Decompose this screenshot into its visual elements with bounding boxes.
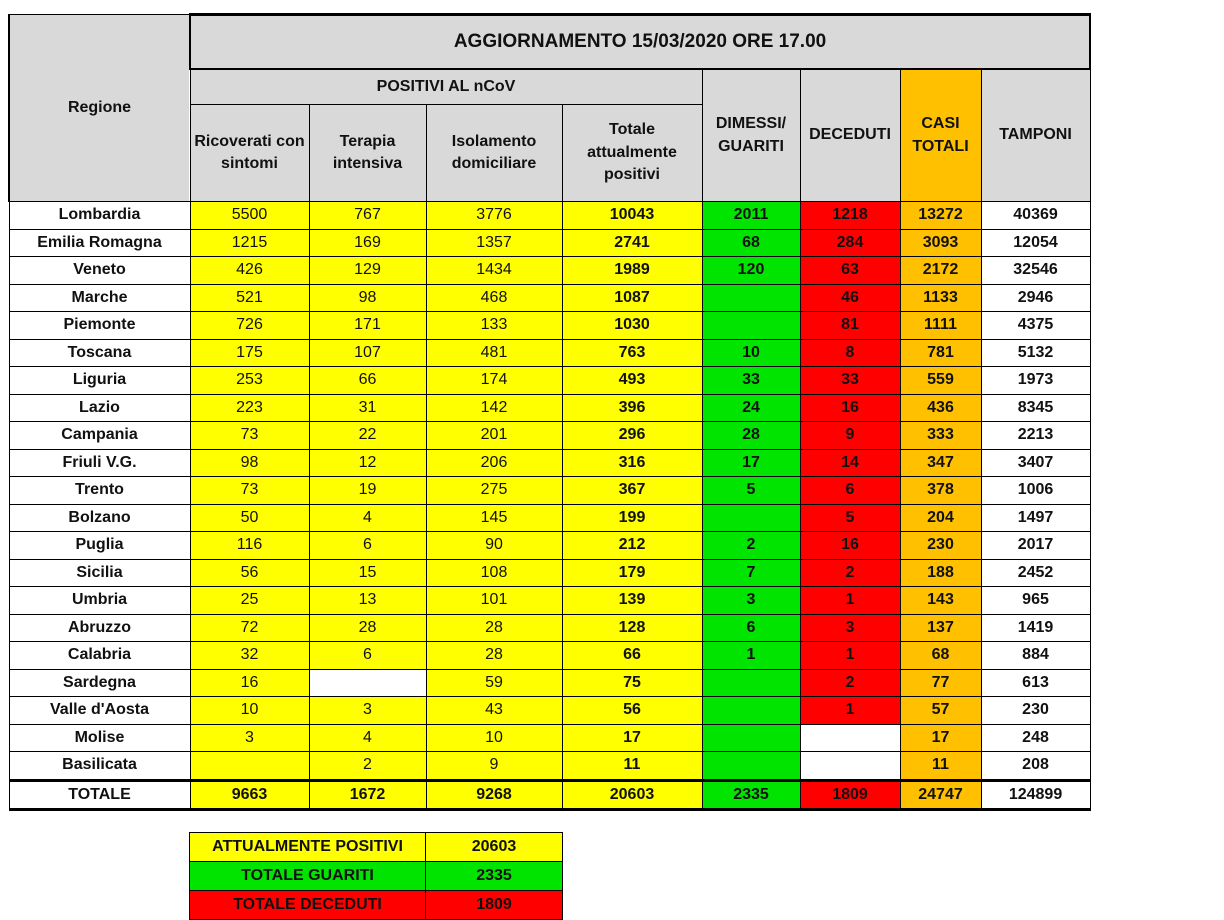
cell-ricoverati: 223	[190, 394, 309, 422]
cell-totale-positivi: 66	[562, 642, 702, 670]
cell-ricoverati: 56	[190, 559, 309, 587]
cell-ricoverati: 726	[190, 312, 309, 340]
summary-row-positivi	[190, 833, 563, 862]
cell-tamponi: 1497	[981, 504, 1090, 532]
cell-casi-totali: 347	[900, 449, 981, 477]
cell-isolamento: 201	[426, 422, 562, 450]
cell-terapia: 98	[309, 284, 426, 312]
cell-terapia: 169	[309, 229, 426, 257]
cell-regione: Toscana	[9, 339, 190, 367]
header-ricoverati: Ricoverati con sintomi	[190, 105, 309, 202]
cell-casi-totali: 77	[900, 669, 981, 697]
cell-deceduti: 16	[800, 394, 900, 422]
cell-casi-totali: 57	[900, 697, 981, 725]
cell-isolamento: 10	[426, 724, 562, 752]
cell-tamponi: 4375	[981, 312, 1090, 340]
cell-ricoverati: 16	[190, 669, 309, 697]
cell-deceduti	[800, 752, 900, 781]
cell-regione: Emilia Romagna	[9, 229, 190, 257]
cell-casi-totali: 2172	[900, 257, 981, 285]
summary-row-guariti	[190, 862, 563, 891]
cell-casi-totali: 230	[900, 532, 981, 560]
cell-totale-positivi: 212	[562, 532, 702, 560]
header-tamponi: TAMPONI	[981, 69, 1090, 202]
cell-terapia: 31	[309, 394, 426, 422]
cell-terapia: 4	[309, 504, 426, 532]
cell-deceduti: 5	[800, 504, 900, 532]
cell-casi-totali: 143	[900, 587, 981, 615]
cell-casi-totali: 17	[900, 724, 981, 752]
cell-isolamento: 133	[426, 312, 562, 340]
cell-deceduti: 6	[800, 477, 900, 505]
cell-isolamento: 468	[426, 284, 562, 312]
cell-deceduti: 284	[800, 229, 900, 257]
cell-dimessi: 120	[702, 257, 800, 285]
total-tamponi: 124899	[981, 780, 1090, 809]
cell-regione: Campania	[9, 422, 190, 450]
total-terapia: 1672	[309, 780, 426, 809]
cell-tamponi: 12054	[981, 229, 1090, 257]
cell-terapia: 4	[309, 724, 426, 752]
cell-totale-positivi: 493	[562, 367, 702, 395]
cell-tamponi: 884	[981, 642, 1090, 670]
cell-ricoverati: 73	[190, 477, 309, 505]
cell-tamponi: 2213	[981, 422, 1090, 450]
cell-isolamento: 28	[426, 642, 562, 670]
cell-ricoverati: 98	[190, 449, 309, 477]
table-body	[9, 202, 1090, 810]
cell-dimessi	[702, 669, 800, 697]
cell-ricoverati: 3	[190, 724, 309, 752]
cell-ricoverati: 253	[190, 367, 309, 395]
cell-ricoverati: 521	[190, 284, 309, 312]
cell-totale-positivi: 1087	[562, 284, 702, 312]
cell-totale-positivi: 128	[562, 614, 702, 642]
cell-totale-positivi: 316	[562, 449, 702, 477]
cell-casi-totali: 137	[900, 614, 981, 642]
cell-totale-positivi: 1989	[562, 257, 702, 285]
cell-ricoverati: 10	[190, 697, 309, 725]
cell-deceduti	[800, 724, 900, 752]
cell-dimessi: 24	[702, 394, 800, 422]
cell-dimessi: 33	[702, 367, 800, 395]
summary-label-positivi: ATTUALMENTE POSITIVI	[190, 833, 426, 862]
cell-dimessi	[702, 284, 800, 312]
cell-ricoverati: 72	[190, 614, 309, 642]
cell-totale-positivi: 139	[562, 587, 702, 615]
cell-tamponi: 40369	[981, 202, 1090, 230]
cell-casi-totali: 559	[900, 367, 981, 395]
cell-regione: Trento	[9, 477, 190, 505]
table-row	[9, 449, 1090, 477]
cell-dimessi	[702, 752, 800, 781]
cell-dimessi: 3	[702, 587, 800, 615]
cell-tamponi: 2946	[981, 284, 1090, 312]
header-totale-positivi: Totale attualmente positivi	[562, 105, 702, 202]
cell-isolamento: 43	[426, 697, 562, 725]
cell-regione: Sardegna	[9, 669, 190, 697]
cell-regione: Puglia	[9, 532, 190, 560]
summary-value-guariti: 2335	[426, 862, 563, 891]
cell-dimessi: 68	[702, 229, 800, 257]
cell-tamponi: 965	[981, 587, 1090, 615]
cell-terapia: 6	[309, 532, 426, 560]
cell-tamponi: 5132	[981, 339, 1090, 367]
cell-casi-totali: 436	[900, 394, 981, 422]
summary-value-deceduti: 1809	[426, 891, 563, 920]
cell-regione: Sicilia	[9, 559, 190, 587]
cell-deceduti: 1	[800, 587, 900, 615]
cell-dimessi	[702, 312, 800, 340]
totals-label: TOTALE	[9, 780, 190, 809]
cell-dimessi: 7	[702, 559, 800, 587]
cell-totale-positivi: 763	[562, 339, 702, 367]
table-row	[9, 394, 1090, 422]
cell-isolamento: 28	[426, 614, 562, 642]
cell-tamponi: 208	[981, 752, 1090, 781]
cell-terapia: 22	[309, 422, 426, 450]
cell-terapia	[309, 669, 426, 697]
total-dimessi: 2335	[702, 780, 800, 809]
cell-casi-totali: 1133	[900, 284, 981, 312]
cell-tamponi: 248	[981, 724, 1090, 752]
cell-totale-positivi: 179	[562, 559, 702, 587]
cell-ricoverati: 426	[190, 257, 309, 285]
summary-row-deceduti	[190, 891, 563, 920]
table-row	[9, 367, 1090, 395]
cell-tamponi: 1006	[981, 477, 1090, 505]
cell-isolamento: 9	[426, 752, 562, 781]
cell-deceduti: 1	[800, 697, 900, 725]
cell-casi-totali: 378	[900, 477, 981, 505]
cell-totale-positivi: 10043	[562, 202, 702, 230]
total-totale-positivi: 20603	[562, 780, 702, 809]
table-row	[9, 752, 1090, 781]
table-row	[9, 339, 1090, 367]
cell-deceduti: 81	[800, 312, 900, 340]
cell-totale-positivi: 199	[562, 504, 702, 532]
cell-casi-totali: 1111	[900, 312, 981, 340]
cell-totale-positivi: 17	[562, 724, 702, 752]
cell-regione: Basilicata	[9, 752, 190, 781]
cell-ricoverati: 1215	[190, 229, 309, 257]
cell-deceduti: 9	[800, 422, 900, 450]
cell-regione: Umbria	[9, 587, 190, 615]
cell-terapia: 13	[309, 587, 426, 615]
cell-dimessi	[702, 724, 800, 752]
table-row	[9, 559, 1090, 587]
table-row	[9, 697, 1090, 725]
cell-regione: Veneto	[9, 257, 190, 285]
table-row	[9, 312, 1090, 340]
cell-regione: Marche	[9, 284, 190, 312]
total-deceduti: 1809	[800, 780, 900, 809]
cell-ricoverati	[190, 752, 309, 781]
cell-regione: Calabria	[9, 642, 190, 670]
table-row	[9, 422, 1090, 450]
cell-terapia: 19	[309, 477, 426, 505]
cell-terapia: 171	[309, 312, 426, 340]
cell-casi-totali: 781	[900, 339, 981, 367]
cell-deceduti: 1218	[800, 202, 900, 230]
cell-deceduti: 2	[800, 559, 900, 587]
cell-totale-positivi: 56	[562, 697, 702, 725]
header-terapia: Terapia intensiva	[309, 105, 426, 202]
cell-casi-totali: 333	[900, 422, 981, 450]
summary-table	[189, 832, 563, 920]
total-casi-totali: 24747	[900, 780, 981, 809]
cell-isolamento: 1434	[426, 257, 562, 285]
cell-tamponi: 1419	[981, 614, 1090, 642]
cell-deceduti: 8	[800, 339, 900, 367]
cell-ricoverati: 175	[190, 339, 309, 367]
total-ricoverati: 9663	[190, 780, 309, 809]
cell-terapia: 3	[309, 697, 426, 725]
cell-dimessi: 28	[702, 422, 800, 450]
cell-totale-positivi: 11	[562, 752, 702, 781]
cell-casi-totali: 204	[900, 504, 981, 532]
table-title: AGGIORNAMENTO 15/03/2020 ORE 17.00	[190, 15, 1090, 70]
table-row	[9, 532, 1090, 560]
cell-casi-totali: 68	[900, 642, 981, 670]
header-casi-totali: CASI TOTALI	[900, 69, 981, 202]
header-deceduti: DECEDUTI	[800, 69, 900, 202]
cell-deceduti: 1	[800, 642, 900, 670]
table-row	[9, 284, 1090, 312]
cell-ricoverati: 25	[190, 587, 309, 615]
cell-isolamento: 206	[426, 449, 562, 477]
cell-deceduti: 3	[800, 614, 900, 642]
table-row	[9, 257, 1090, 285]
cell-casi-totali: 3093	[900, 229, 981, 257]
header-dimessi: DIMESSI/ GUARITI	[702, 69, 800, 202]
table-row	[9, 724, 1090, 752]
table-row	[9, 614, 1090, 642]
cell-tamponi: 613	[981, 669, 1090, 697]
cell-ricoverati: 116	[190, 532, 309, 560]
cell-deceduti: 46	[800, 284, 900, 312]
cell-regione: Lombardia	[9, 202, 190, 230]
cell-tamponi: 1973	[981, 367, 1090, 395]
table-row	[9, 202, 1090, 230]
cell-isolamento: 108	[426, 559, 562, 587]
covid-regions-table	[8, 13, 1091, 811]
cell-isolamento: 145	[426, 504, 562, 532]
cell-deceduti: 33	[800, 367, 900, 395]
cell-dimessi: 10	[702, 339, 800, 367]
cell-regione: Piemonte	[9, 312, 190, 340]
cell-totale-positivi: 367	[562, 477, 702, 505]
cell-tamponi: 2017	[981, 532, 1090, 560]
cell-dimessi: 2	[702, 532, 800, 560]
table-row	[9, 504, 1090, 532]
cell-deceduti: 63	[800, 257, 900, 285]
table-row	[9, 477, 1090, 505]
cell-dimessi: 5	[702, 477, 800, 505]
cell-ricoverati: 50	[190, 504, 309, 532]
summary-label-deceduti: TOTALE DECEDUTI	[190, 891, 426, 920]
header-regione: Regione	[9, 15, 190, 202]
summary-value-positivi: 20603	[426, 833, 563, 862]
cell-totale-positivi: 2741	[562, 229, 702, 257]
cell-terapia: 107	[309, 339, 426, 367]
cell-isolamento: 142	[426, 394, 562, 422]
cell-isolamento: 481	[426, 339, 562, 367]
cell-tamponi: 32546	[981, 257, 1090, 285]
cell-isolamento: 101	[426, 587, 562, 615]
cell-dimessi	[702, 697, 800, 725]
cell-ricoverati: 5500	[190, 202, 309, 230]
cell-totale-positivi: 75	[562, 669, 702, 697]
cell-dimessi: 6	[702, 614, 800, 642]
cell-ricoverati: 32	[190, 642, 309, 670]
cell-regione: Valle d'Aosta	[9, 697, 190, 725]
header-isolamento: Isolamento domiciliare	[426, 105, 562, 202]
cell-isolamento: 90	[426, 532, 562, 560]
cell-isolamento: 174	[426, 367, 562, 395]
cell-isolamento: 275	[426, 477, 562, 505]
cell-dimessi	[702, 504, 800, 532]
cell-casi-totali: 13272	[900, 202, 981, 230]
summary-label-guariti: TOTALE GUARITI	[190, 862, 426, 891]
cell-terapia: 2	[309, 752, 426, 781]
table-row	[9, 669, 1090, 697]
table-row	[9, 229, 1090, 257]
cell-regione: Lazio	[9, 394, 190, 422]
cell-tamponi: 3407	[981, 449, 1090, 477]
cell-regione: Bolzano	[9, 504, 190, 532]
cell-terapia: 767	[309, 202, 426, 230]
cell-terapia: 6	[309, 642, 426, 670]
cell-deceduti: 14	[800, 449, 900, 477]
cell-terapia: 129	[309, 257, 426, 285]
totals-row	[9, 780, 1090, 809]
cell-ricoverati: 73	[190, 422, 309, 450]
table-row	[9, 587, 1090, 615]
cell-dimessi: 2011	[702, 202, 800, 230]
cell-totale-positivi: 396	[562, 394, 702, 422]
cell-casi-totali: 11	[900, 752, 981, 781]
cell-deceduti: 2	[800, 669, 900, 697]
cell-casi-totali: 188	[900, 559, 981, 587]
cell-tamponi: 2452	[981, 559, 1090, 587]
table-row	[9, 642, 1090, 670]
cell-regione: Friuli V.G.	[9, 449, 190, 477]
cell-terapia: 12	[309, 449, 426, 477]
cell-dimessi: 17	[702, 449, 800, 477]
cell-totale-positivi: 1030	[562, 312, 702, 340]
cell-dimessi: 1	[702, 642, 800, 670]
cell-regione: Liguria	[9, 367, 190, 395]
cell-isolamento: 59	[426, 669, 562, 697]
cell-terapia: 28	[309, 614, 426, 642]
cell-terapia: 66	[309, 367, 426, 395]
cell-isolamento: 3776	[426, 202, 562, 230]
cell-deceduti: 16	[800, 532, 900, 560]
cell-isolamento: 1357	[426, 229, 562, 257]
cell-terapia: 15	[309, 559, 426, 587]
cell-tamponi: 8345	[981, 394, 1090, 422]
cell-totale-positivi: 296	[562, 422, 702, 450]
header-positivi-group: POSITIVI AL nCoV	[190, 69, 702, 105]
cell-regione: Molise	[9, 724, 190, 752]
cell-tamponi: 230	[981, 697, 1090, 725]
total-isolamento: 9268	[426, 780, 562, 809]
cell-regione: Abruzzo	[9, 614, 190, 642]
